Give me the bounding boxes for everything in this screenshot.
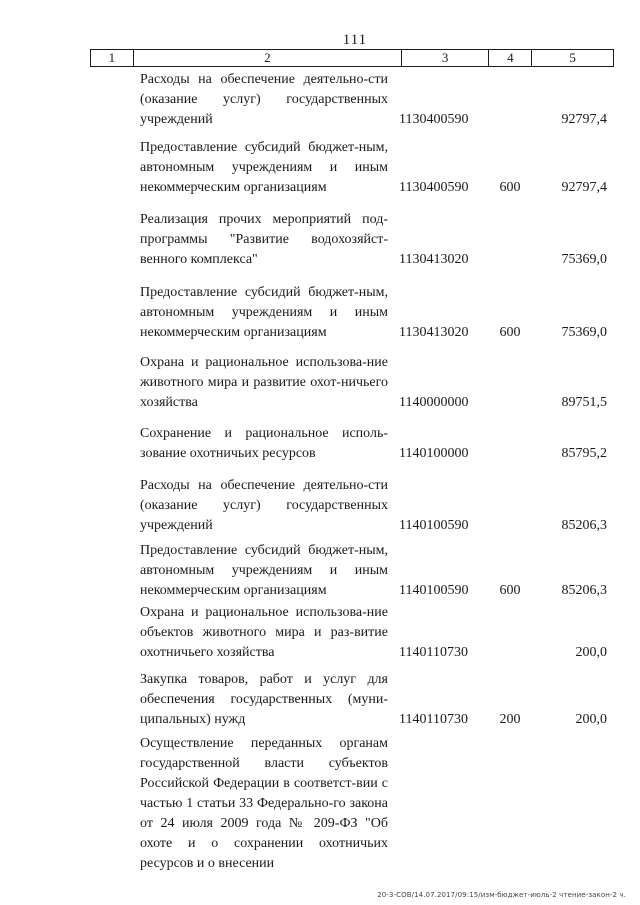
row-description: Расходы на обеспечение деятельно-сти (оказание услуг) государственных учреждений	[140, 72, 388, 127]
row-amount: 92797,4	[561, 180, 607, 195]
row-description: Сохранение и рациональное исполь-зование охотничьих ресурсов	[140, 426, 388, 461]
row-code: 1140100000	[399, 446, 469, 461]
row-amount: 200,0	[575, 712, 607, 727]
row-amount: 200,0	[575, 645, 607, 660]
column-header-5: 5	[569, 50, 576, 65]
row-code: 1140100590	[399, 583, 469, 598]
row-code: 1140100590	[399, 518, 469, 533]
row-description: Закупка товаров, работ и услуг для обеспечения государственных (муни-ципальных) нужд	[140, 672, 388, 727]
column-header-2: 2	[134, 50, 402, 66]
row-description: Предоставление субсидий бюджет-ным, автономным учреждениям и иным некоммерческим организациям	[140, 285, 388, 340]
column-header-3: 3	[402, 50, 490, 66]
row-description: Охрана и рациональное использова-ние объектов животного мира и раз-витие охотничьего хозяйства	[140, 605, 388, 660]
row-description: Предоставление субсидий бюджет-ным, автономным учреждениям и иным некоммерческим организациям	[140, 140, 388, 195]
row-description: Расходы на обеспечение деятельно-сти (оказание услуг) государственных учреждений	[140, 478, 388, 533]
row-expense-type: 600	[499, 180, 521, 195]
row-amount: 89751,5	[561, 395, 607, 410]
row-amount: 85206,3	[561, 518, 607, 533]
row-amount: 85206,3	[561, 583, 607, 598]
row-amount: 85795,2	[561, 446, 607, 461]
row-amount: 75369,0	[561, 325, 607, 340]
page-number: 111	[342, 32, 368, 48]
table-header	[90, 49, 614, 67]
row-amount: 75369,0	[561, 252, 607, 267]
row-description: Осуществление переданных органам государственной власти субъектов Российской Федерации в соответст-вии с частью 1 статьи 33 Федерально-го закона от 24 июля 2009 года № 209-ФЗ "Об охоте и о сохранении охотничьих ресурсов и о внесении	[140, 736, 388, 871]
row-code: 1130413020	[399, 252, 469, 267]
row-code: 1130400590	[399, 112, 469, 127]
column-header-4: 4	[489, 50, 532, 66]
row-code: 1130400590	[399, 180, 469, 195]
column-header-1: 1	[91, 50, 134, 66]
row-description: Охрана и рациональное использова-ние животного мира и развитие охот-ничьего хозяйства	[140, 355, 388, 410]
row-code: 1140000000	[399, 395, 469, 410]
row-code: 1140110730	[399, 712, 468, 727]
row-expense-type: 200	[499, 712, 521, 727]
row-amount: 92797,4	[561, 112, 607, 127]
row-code: 1140110730	[399, 645, 468, 660]
row-description: Реализация прочих мероприятий под-программы "Развитие водохозяйст-венного комплекса"	[140, 212, 388, 267]
row-description: Предоставление субсидий бюджет-ным, автономным учреждениям и иным некоммерческим организациям	[140, 543, 388, 598]
row-expense-type: 600	[499, 583, 521, 598]
document-footer: 20-3-СОВ/14.07.2017/09:15/изм-бюджет-июль-2 чтение-закон-2 ч.	[377, 891, 626, 899]
row-code: 1130413020	[399, 325, 469, 340]
row-expense-type: 600	[499, 325, 521, 340]
